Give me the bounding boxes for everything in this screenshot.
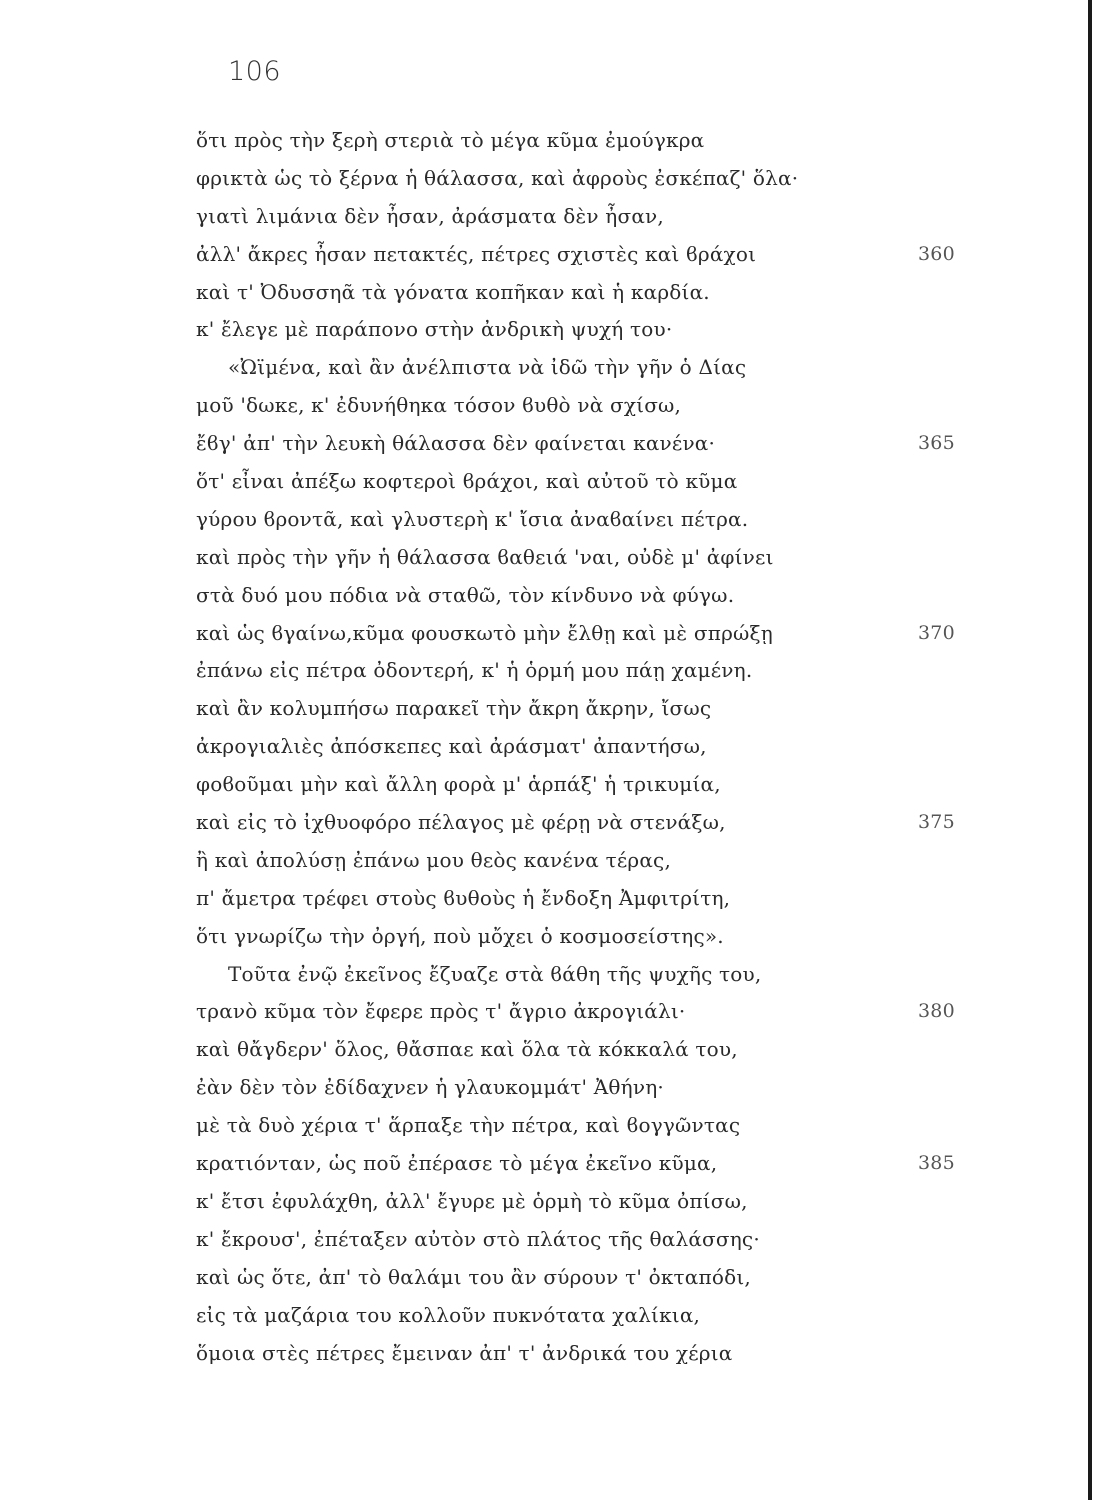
verse-text: μὲ τὰ δυὸ χέρια τ' ἅρπαξε τὴν πέτρα, καὶ ϐογγῶντας (196, 1113, 741, 1138)
verse-text: ὅτι γνωρίζω τὴν ὀργή, ποὺ μὄχει ὁ κοσμοσείστης». (196, 923, 724, 948)
verse-text: καὶ ὡς ϐγαίνω,κῦμα φουσκωτὸ μὴν ἔλθῃ καὶ μὲ σπρώξῃ (196, 620, 773, 645)
verse-line (196, 539, 1076, 577)
verse-line (196, 766, 1076, 804)
line-number: 380 (918, 1000, 955, 1023)
verse-text: ὅτι πρὸς τὴν ξερὴ στεριὰ τὸ μέγα κῦμα ἐμούγκρα (196, 128, 705, 152)
verse-line (196, 1221, 1076, 1259)
verse-text: καὶ ὡς ὅτε, ἀπ' τὸ θαλάμι του ἂν σύρουν τ' ὀκταπόδι, (196, 1264, 751, 1289)
verse-text: ἐὰν δὲν τὸν ἐδίδαχνεν ἡ γλαυκομμάτ' Ἀθήνη· (196, 1075, 664, 1100)
verse-line (196, 728, 1076, 766)
verse-text: κ' ἔκρουσ', ἐπέταξεν αὐτὸν στὸ πλάτος τῆς θαλάσσης· (196, 1226, 760, 1251)
verse-line (196, 1069, 1076, 1107)
verse-text: ἀκρογιαλιὲς ἀπόσκεπες καὶ ἀράσματ' ἀπαντήσω, (196, 734, 707, 759)
verse-text: φοϐοῦμαι μὴν καὶ ἄλλη φορὰ μ' ἁρπάξ' ἡ τρικυμία, (196, 772, 721, 797)
line-number: 385 (918, 1152, 955, 1175)
verse-line (196, 463, 1076, 501)
verse-text: καὶ ἂν κολυμπήσω παρακεῖ τὴν ἄκρη ἄκρην, ἴσως (196, 696, 712, 721)
verse-text: ἀλλ' ἄκρες ἦσαν πετακτές, πέτρες σχιστὲς καὶ ϐράχοι (196, 241, 757, 266)
line-number: 370 (918, 621, 955, 644)
verse-line (196, 1259, 1076, 1297)
page-edge-border (1088, 0, 1092, 1500)
verse-line (196, 1031, 1076, 1069)
verse-text: καὶ τ' Ὀδυσσηᾶ τὰ γόνατα κοπῆκαν καὶ ἡ καρδία. (196, 279, 710, 304)
line-number: 360 (918, 242, 955, 265)
verse-line (196, 1107, 1076, 1145)
verse-text: τρανὸ κῦμα τὸν ἔφερε πρὸς τ' ἄγριο ἀκρογιάλι· (196, 999, 686, 1024)
verse-text: καὶ πρὸς τὴν γῆν ἡ θάλασσα ϐαθειά 'ναι, οὐδὲ μ' ἀφίνει (196, 544, 774, 569)
verse-line (196, 1335, 1076, 1373)
verse-text: ὅμοια στὲς πέτρες ἔμειναν ἀπ' τ' ἀνδρικά του χέρια (196, 1340, 733, 1365)
verse-line (196, 577, 1076, 615)
verse-line (196, 690, 1076, 728)
verse-line (196, 236, 1076, 274)
verse-text: κ' ἔλεγε μὲ παράπονο στὴν ἀνδρικὴ ψυχή του· (196, 317, 673, 342)
verse-block (196, 122, 1076, 1372)
verse-text: γιατὶ λιμάνια δὲν ἦσαν, ἀράσματα δὲν ἦσαν, (196, 203, 664, 228)
verse-line (196, 425, 1076, 463)
line-number: 375 (918, 811, 955, 834)
verse-line (196, 615, 1076, 653)
verse-text: εἰς τὰ μαζάρια του κολλοῦν πυκνότατα χαλίκια, (196, 1302, 701, 1327)
verse-text: ὅτ' εἶναι ἀπέξω κοφτεροὶ ϐράχοι, καὶ αὐτοῦ τὸ κῦμα (196, 469, 738, 494)
verse-line (196, 918, 1076, 956)
verse-text: π' ἄμετρα τρέφει στοὺς ϐυθοὺς ἡ ἔνδοξη Ἀμφιτρίτη, (196, 885, 731, 910)
verse-line (196, 956, 1076, 994)
verse-text: φρικτὰ ὡς τὸ ξέρνα ἡ θάλασσα, καὶ ἀφροὺς ἐσκέπαζ' ὅλα· (196, 165, 799, 190)
verse-line (196, 652, 1076, 690)
verse-line (196, 842, 1076, 880)
verse-text: καὶ θἄγδερν' ὅλος, θἄσπαε καὶ ὅλα τὰ κόκκαλά του, (196, 1037, 738, 1062)
verse-line (196, 880, 1076, 918)
line-number: 365 (918, 432, 955, 455)
verse-text: στὰ δυό μου πόδια νὰ σταθῶ, τὸν κίνδυνο νὰ φύγω. (196, 582, 735, 607)
verse-text: καὶ εἰς τὸ ἰχθυοφόρο πέλαγος μὲ φέρῃ νὰ στενάξω, (196, 810, 726, 835)
verse-text: γύρου ϐροντᾶ, καὶ γλυστερὴ κ' ἴσια ἀναϐαίνει πέτρα. (196, 506, 749, 531)
verse-text: Τοῦτα ἐνῷ ἐκεῖνος ἔζυαζε στὰ ϐάθη τῆς ψυχῆς του, (228, 961, 762, 986)
verse-line (196, 122, 1076, 160)
verse-line (196, 274, 1076, 312)
verse-line (196, 349, 1076, 387)
verse-text: κρατιόνταν, ὡς ποῦ ἐπέρασε τὸ μέγα ἐκεῖνο κῦμα, (196, 1151, 718, 1176)
verse-line (196, 387, 1076, 425)
page-number: 106 (228, 56, 282, 87)
verse-line (196, 1145, 1076, 1183)
verse-text: κ' ἔτσι ἐφυλάχθη, ἀλλ' ἔγυρε μὲ ὁρμὴ τὸ κῦμα ὀπίσω, (196, 1188, 748, 1213)
verse-text: «Ὠϊμένα, καὶ ἂν ἀνέλπιστα νὰ ἰδῶ τὴν γῆν ὁ Δίας (228, 355, 747, 380)
verse-text: ἔϐγ' ἀπ' τὴν λευκὴ θάλασσα δὲν φαίνεται κανένα· (196, 431, 716, 456)
verse-line (196, 198, 1076, 236)
verse-line (196, 993, 1076, 1031)
verse-line (196, 311, 1076, 349)
verse-line (196, 1183, 1076, 1221)
verse-line (196, 804, 1076, 842)
verse-line (196, 160, 1076, 198)
verse-line (196, 501, 1076, 539)
verse-text: ἐπάνω εἰς πέτρα ὀδοντερή, κ' ἡ ὁρμή μου πάῃ χαμένη. (196, 658, 753, 683)
verse-text: ἢ καὶ ἀπολύσῃ ἐπάνω μου θεὸς κανένα τέρας, (196, 847, 672, 872)
verse-text: μοῦ 'δωκε, κ' ἐδυνήθηκα τόσον ϐυθὸ νὰ σχίσω, (196, 393, 682, 418)
verse-line (196, 1297, 1076, 1335)
